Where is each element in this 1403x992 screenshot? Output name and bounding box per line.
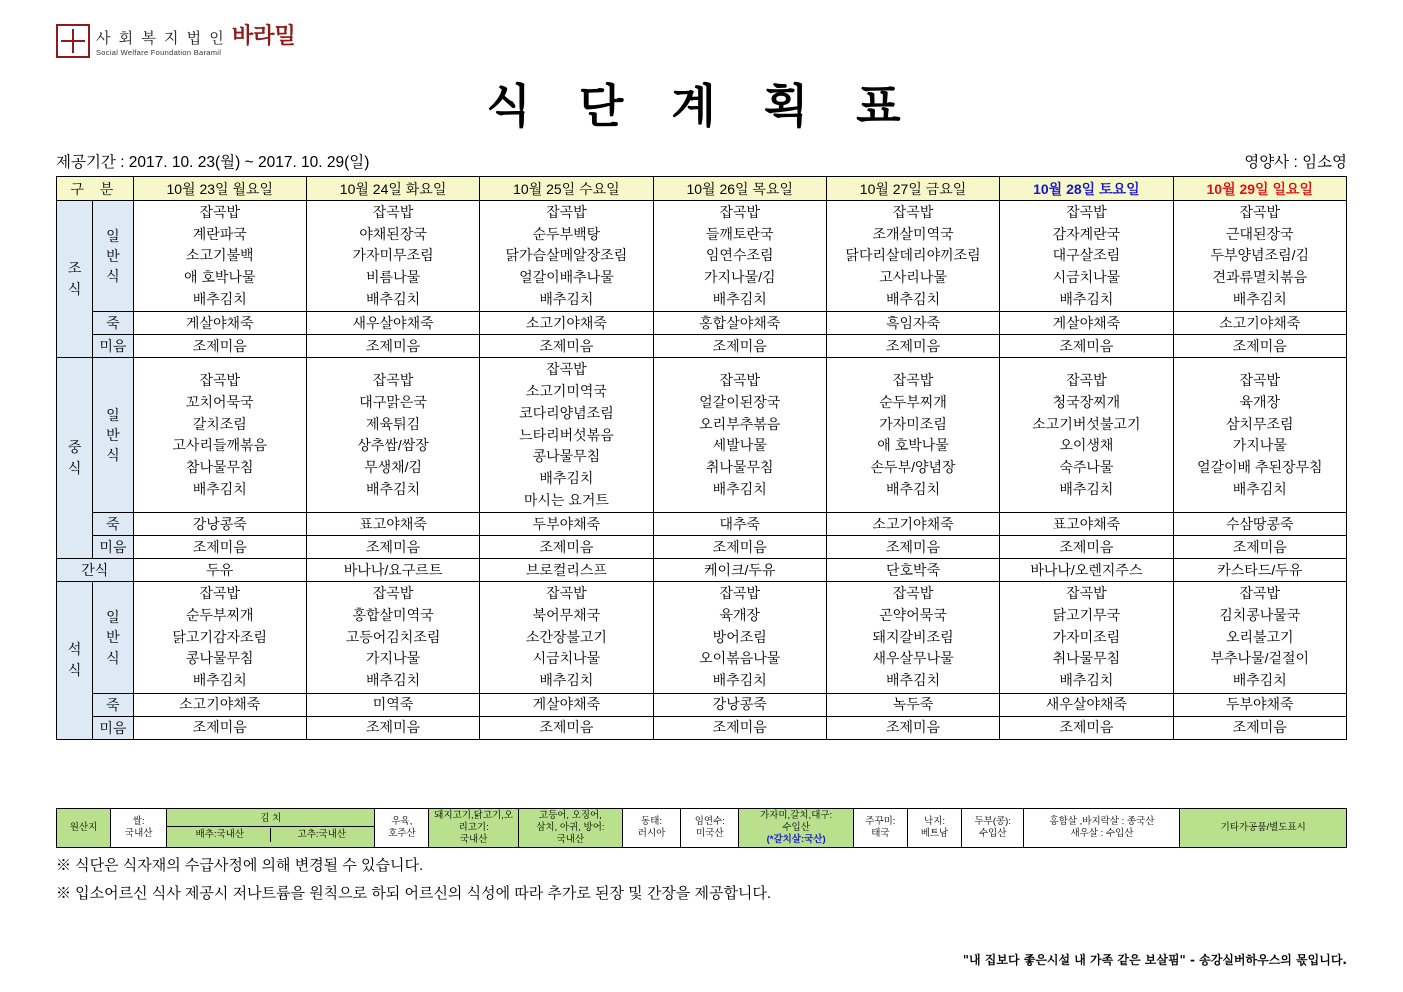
dish-item: 임연수조림 bbox=[705, 247, 774, 264]
dish-item: 잡곡밥 bbox=[372, 585, 414, 602]
dish-item: 잡곡밥 bbox=[1239, 585, 1281, 602]
row-label: 죽 bbox=[93, 312, 133, 335]
dish-item: 잡곡밥 bbox=[719, 372, 761, 389]
origin-line: 가자미,갈치,대구: bbox=[760, 810, 833, 821]
row-label: 죽 bbox=[93, 693, 133, 716]
page-title: 식 단 계 획 표 bbox=[486, 79, 917, 133]
menu-cell bbox=[653, 201, 826, 312]
dish-item: 잡곡밥 bbox=[372, 372, 414, 389]
origin-item-9 bbox=[853, 809, 907, 848]
menu-cell: 새우살야채죽 bbox=[1000, 693, 1173, 716]
dish-item: 얼갈이배추나물 bbox=[519, 269, 614, 286]
dish-item: 닭다리살데리야끼조림 bbox=[845, 247, 981, 264]
dish-item: 소간장불고기 bbox=[525, 628, 607, 645]
origin-line: 임연수: bbox=[694, 815, 725, 827]
dish-item: 소고기버섯불고기 bbox=[1032, 415, 1141, 432]
menu-cell bbox=[1000, 201, 1173, 312]
dish-item: 순두부찌개 bbox=[879, 393, 947, 410]
logo-en-name: Social Welfare Foundation Baramil bbox=[96, 48, 222, 58]
column-header-day-1: 10월 23일 월요일 bbox=[133, 177, 306, 201]
dish-item: 두부양념조림/김 bbox=[1210, 247, 1310, 264]
menu-cell bbox=[826, 582, 999, 693]
dish-item: 순두부찌개 bbox=[185, 606, 254, 623]
row-label: 미음 bbox=[93, 536, 133, 559]
dish-item: 오이볶음나물 bbox=[699, 650, 781, 667]
menu-plan-table bbox=[56, 176, 1347, 740]
menu-cell bbox=[133, 358, 306, 513]
menu-cell: 조제미음 bbox=[306, 716, 479, 739]
dish-item: 잡곡밥 bbox=[719, 204, 761, 220]
dish-item: 가자미조림 bbox=[1052, 628, 1121, 645]
dish-item: 오이생채 bbox=[1059, 437, 1114, 454]
menu-cell: 새우살야채죽 bbox=[306, 312, 479, 335]
menu-cell: 두부야채죽 bbox=[1173, 693, 1346, 716]
dish-item: 닭가슴살메알장조림 bbox=[505, 247, 628, 264]
logo-brand: 바라밀 bbox=[231, 24, 296, 50]
menu-cell: 조제미음 bbox=[826, 536, 999, 559]
menu-cell: 조제미음 bbox=[133, 536, 306, 559]
dish-item: 비름나물 bbox=[366, 269, 421, 286]
dish-item: 북어무채국 bbox=[532, 606, 601, 623]
dish-item: 배추김치 bbox=[539, 469, 594, 486]
origin-line: 태국 bbox=[871, 827, 890, 839]
footer-slogan: "내 집보다 좋은시설 내 가족 같은 보살핌" - 송강실버하우스의 몫입니다. bbox=[962, 953, 1347, 967]
dish-item: 가지나물 bbox=[1232, 437, 1287, 454]
table-row bbox=[57, 559, 1347, 582]
menu-cell: 조제미음 bbox=[133, 335, 306, 358]
dish-item: 홍합살미역국 bbox=[352, 606, 434, 623]
origin-line: 베트남 bbox=[920, 827, 949, 839]
menu-cell: 조제미음 bbox=[653, 335, 826, 358]
dish-item: 잡곡밥 bbox=[1066, 372, 1107, 389]
dish-item: 잡곡밥 bbox=[1239, 204, 1281, 220]
dish-item: 청국장찌개 bbox=[1052, 393, 1121, 410]
column-header-day-2: 10월 24일 화요일 bbox=[306, 177, 479, 201]
menu-cell: 조제미음 bbox=[1000, 716, 1173, 739]
dish-item: 배추김치 bbox=[886, 672, 941, 688]
meal-group-label-4: 석 식 bbox=[57, 582, 93, 739]
origin-item-1 bbox=[111, 809, 167, 848]
dish-item: 상추쌈/쌈장 bbox=[357, 437, 429, 454]
dish-item: 시금치나물 bbox=[532, 650, 601, 667]
origin-of-ingredients bbox=[56, 808, 1347, 846]
dish-item: 김치콩나물국 bbox=[1219, 606, 1301, 623]
menu-cell: 강낭콩죽 bbox=[133, 513, 306, 536]
dish-item: 조개살미역국 bbox=[872, 225, 954, 242]
origin-item-3 bbox=[375, 809, 429, 848]
menu-cell bbox=[480, 201, 653, 312]
organization-logo bbox=[56, 24, 296, 58]
origin-item-title: 김 치 bbox=[167, 812, 374, 827]
origin-subitem: 고추:국내산 bbox=[270, 828, 372, 842]
table-row bbox=[57, 358, 1347, 513]
dish-item: 배추김치 bbox=[1059, 290, 1114, 307]
row-label: 일 반 식 bbox=[93, 582, 133, 693]
column-header-day-6: 10월 28일 토요일 bbox=[1000, 177, 1173, 201]
origin-line: 미국산 bbox=[696, 827, 724, 839]
menu-cell: 두부야채죽 bbox=[480, 513, 653, 536]
dish-item: 근대된장국 bbox=[1225, 225, 1294, 242]
menu-cell: 강낭콩죽 bbox=[653, 693, 826, 716]
origin-line: 기타가공품/별도표시 bbox=[1220, 821, 1306, 833]
dish-item: 가자미무조림 bbox=[352, 247, 434, 264]
menu-cell: 소고기야채죽 bbox=[133, 693, 306, 716]
dish-item: 야채된장국 bbox=[359, 225, 427, 242]
dish-item: 소고기불백 bbox=[185, 247, 254, 264]
dish-item: 잡곡밥 bbox=[199, 204, 241, 220]
meal-group-label-2: 중 식 bbox=[57, 358, 93, 559]
table-row bbox=[57, 312, 1347, 335]
service-period: 제공기간 : 2017. 10. 23(월) ~ 2017. 10. 29(일) bbox=[56, 154, 370, 171]
dish-item: 잡곡밥 bbox=[199, 585, 241, 602]
dish-item: 돼지갈비조림 bbox=[872, 628, 954, 645]
dish-item: 잡곡밥 bbox=[892, 204, 934, 220]
menu-cell: 바나나/요구르트 bbox=[306, 559, 479, 582]
origin-item-8 bbox=[739, 809, 853, 848]
menu-cell bbox=[1173, 201, 1346, 312]
menu-cell: 수삼땅콩죽 bbox=[1173, 513, 1346, 536]
dish-item: 잡곡밥 bbox=[199, 372, 241, 389]
dish-item: 잡곡밥 bbox=[372, 204, 414, 220]
meal-group-label-1: 조 식 bbox=[57, 201, 93, 358]
origin-line: 러시아 bbox=[637, 827, 666, 839]
menu-cell bbox=[133, 201, 306, 312]
menu-cell bbox=[306, 201, 479, 312]
dietitian-name: 영양사 : 임소영 bbox=[1244, 154, 1347, 171]
origin-line: 동태: bbox=[641, 815, 663, 827]
dish-item: 배추김치 bbox=[886, 290, 941, 307]
menu-cell: 조제미음 bbox=[133, 716, 306, 739]
dish-item: 느타리버섯볶음 bbox=[519, 426, 614, 443]
dish-item: 잡곡밥 bbox=[892, 585, 934, 602]
menu-cell: 녹두죽 bbox=[826, 693, 999, 716]
menu-cell: 바나나/오렌지주스 bbox=[1000, 559, 1173, 582]
menu-cell bbox=[306, 582, 479, 693]
menu-cell: 조제미음 bbox=[826, 716, 999, 739]
menu-cell bbox=[826, 201, 999, 312]
origin-line: 국내산 bbox=[124, 827, 153, 839]
dish-item: 배추김치 bbox=[366, 290, 421, 307]
dish-item: 배추김치 bbox=[712, 290, 767, 307]
dish-item: 삼치무조림 bbox=[1225, 415, 1294, 432]
origin-line: 쌀: bbox=[132, 815, 145, 827]
menu-cell bbox=[1000, 358, 1173, 513]
dish-item: 배추김치 bbox=[1232, 672, 1287, 688]
origin-line: 돼지고기,닭고기,오리고기: bbox=[434, 810, 513, 833]
origin-line: 호주산 bbox=[388, 827, 416, 839]
row-label: 죽 bbox=[93, 513, 133, 536]
dish-item: 곤약어묵국 bbox=[879, 606, 947, 623]
table-row bbox=[57, 716, 1347, 739]
menu-cell: 조제미음 bbox=[1000, 335, 1173, 358]
row-label: 일 반 식 bbox=[93, 201, 133, 312]
dish-item: 배추김치 bbox=[366, 480, 421, 497]
cross-in-square-icon bbox=[56, 24, 90, 58]
dish-item: 코다리양념조림 bbox=[519, 404, 614, 421]
column-header-day-7: 10월 29일 일요일 bbox=[1173, 177, 1346, 201]
dish-item: 순두부백탕 bbox=[532, 225, 601, 242]
table-row bbox=[57, 335, 1347, 358]
dish-item: 잡곡밥 bbox=[546, 361, 587, 378]
row-label: 미음 bbox=[93, 335, 133, 358]
origin-line: 주꾸미: bbox=[865, 815, 896, 827]
dish-item: 숙주나물 bbox=[1059, 459, 1114, 476]
origin-item-13 bbox=[1180, 809, 1347, 848]
dish-item: 계란파국 bbox=[192, 225, 247, 242]
origin-subitem: 배추:국내산 bbox=[195, 829, 245, 841]
dish-item: 배추김치 bbox=[1232, 290, 1287, 307]
row-label: 미음 bbox=[93, 716, 133, 739]
dish-item: 참나물무침 bbox=[185, 459, 254, 476]
menu-cell: 대추죽 bbox=[653, 513, 826, 536]
table-row bbox=[57, 693, 1347, 716]
menu-cell: 조제미음 bbox=[1173, 335, 1346, 358]
dish-item: 잡곡밥 bbox=[546, 585, 587, 602]
dish-item: 감자계란국 bbox=[1052, 225, 1121, 242]
dish-item: 배추김치 bbox=[1059, 480, 1114, 497]
dish-item: 방어조림 bbox=[712, 628, 767, 645]
dish-item: 손두부/양념장 bbox=[870, 459, 956, 476]
column-header-day-3: 10월 25일 수요일 bbox=[480, 177, 653, 201]
origin-line: 홍합살 ,바지락살 : 종국산 bbox=[1049, 815, 1155, 827]
dish-item: 배추김치 bbox=[886, 480, 941, 497]
menu-cell: 표고야채죽 bbox=[1000, 513, 1173, 536]
origin-line: 수입산 bbox=[782, 821, 810, 833]
dish-item: 소고기미역국 bbox=[525, 383, 607, 400]
menu-cell: 조제미음 bbox=[1173, 716, 1346, 739]
origin-item-10 bbox=[907, 809, 961, 848]
menu-cell: 조제미음 bbox=[480, 716, 653, 739]
menu-cell: 조제미음 bbox=[306, 335, 479, 358]
dish-item: 제육튀김 bbox=[366, 415, 421, 432]
menu-cell: 소고기야채죽 bbox=[1173, 312, 1346, 335]
dish-item: 가자미조림 bbox=[879, 415, 947, 432]
dish-item: 잡곡밥 bbox=[1066, 585, 1107, 602]
table-row bbox=[57, 201, 1347, 312]
dish-item: 배추김치 bbox=[192, 480, 247, 497]
menu-cell bbox=[1173, 358, 1346, 513]
dish-item: 고사리들깨볶음 bbox=[172, 437, 268, 454]
dish-item: 새우살무나물 bbox=[872, 650, 954, 667]
menu-cell: 단호박죽 bbox=[826, 559, 999, 582]
table-corner-label: 구 분 bbox=[57, 177, 134, 201]
meta-row bbox=[56, 150, 1347, 172]
dish-item: 배추김치 bbox=[712, 480, 767, 497]
dish-item: 배추김치 bbox=[192, 672, 247, 688]
menu-cell bbox=[826, 358, 999, 513]
logo-kr-prefix: 사 회 복 지 법 인 bbox=[96, 30, 226, 48]
origin-line: 국내산 bbox=[459, 833, 488, 845]
origin-item-4 bbox=[429, 809, 518, 848]
dish-item: 고등어김치조림 bbox=[345, 628, 441, 645]
origin-line: (*갈치살:국산) bbox=[766, 833, 826, 845]
menu-cell: 조제미음 bbox=[306, 536, 479, 559]
row-label: 간식 bbox=[57, 559, 134, 582]
dish-item: 잡곡밥 bbox=[719, 585, 761, 602]
dish-item: 시금치나물 bbox=[1052, 269, 1121, 286]
menu-cell: 조제미음 bbox=[1173, 536, 1346, 559]
menu-cell: 브로컬리스프 bbox=[480, 559, 653, 582]
dish-item: 배추김치 bbox=[539, 290, 594, 307]
origin-line: 우육, bbox=[391, 815, 413, 827]
dish-item: 얼갈이배 추된장무침 bbox=[1196, 459, 1323, 476]
menu-cell: 조제미음 bbox=[480, 335, 653, 358]
dish-item: 잡곡밥 bbox=[892, 372, 934, 389]
dish-item: 꼬치어묵국 bbox=[185, 393, 254, 410]
menu-cell: 조제미음 bbox=[653, 716, 826, 739]
origin-item-6 bbox=[622, 809, 680, 848]
menu-cell bbox=[1173, 582, 1346, 693]
dish-item: 배추김치 bbox=[712, 672, 767, 688]
origin-item-12 bbox=[1024, 809, 1180, 848]
dish-item: 대구살조림 bbox=[1052, 247, 1121, 264]
dish-item: 배추김치 bbox=[366, 672, 421, 688]
dish-item: 배추김치 bbox=[1232, 480, 1287, 497]
menu-cell: 조제미음 bbox=[480, 536, 653, 559]
menu-cell bbox=[1000, 582, 1173, 693]
dish-item: 배추김치 bbox=[539, 672, 594, 688]
footnote-2: ※ 입소어르신 식사 제공시 저나트륨을 원칙으로 하되 어르신의 식성에 따라 추가로 된장 및 간장을 제공합니다. bbox=[56, 884, 772, 902]
menu-cell: 카스타드/두유 bbox=[1173, 559, 1346, 582]
menu-cell: 게살야채죽 bbox=[480, 693, 653, 716]
dish-item: 얼갈이된장국 bbox=[699, 393, 781, 410]
menu-cell: 흑임자죽 bbox=[826, 312, 999, 335]
dish-item: 무생채/김 bbox=[364, 459, 423, 476]
menu-cell: 조제미음 bbox=[653, 536, 826, 559]
dish-item: 갈치조림 bbox=[192, 415, 247, 432]
dish-item: 오리부추볶음 bbox=[699, 415, 781, 432]
menu-cell bbox=[480, 582, 653, 693]
origin-line: 새우살 : 수입산 bbox=[1070, 827, 1134, 839]
menu-cell: 두유 bbox=[133, 559, 306, 582]
menu-cell: 게살야채죽 bbox=[133, 312, 306, 335]
menu-cell bbox=[653, 582, 826, 693]
column-header-day-4: 10월 26일 목요일 bbox=[653, 177, 826, 201]
origin-line: 두부(콩): bbox=[974, 815, 1011, 827]
dish-item: 취나물무침 bbox=[705, 459, 774, 476]
footnote-1: ※ 식단은 식자재의 수급사정에 의해 변경될 수 있습니다. bbox=[56, 857, 424, 874]
dish-item: 가지나물/김 bbox=[703, 269, 776, 286]
dish-item: 오리불고기 bbox=[1225, 628, 1294, 645]
dish-item: 고사리나물 bbox=[879, 269, 947, 286]
dish-item: 견과류멸치볶음 bbox=[1212, 269, 1308, 286]
dish-item: 애 호박나물 bbox=[183, 269, 256, 286]
menu-cell: 조제미음 bbox=[826, 335, 999, 358]
menu-cell: 표고야채죽 bbox=[306, 513, 479, 536]
table-row bbox=[57, 513, 1347, 536]
origin-item-7 bbox=[681, 809, 739, 848]
dish-item: 들깨토란국 bbox=[705, 225, 774, 242]
menu-cell bbox=[653, 358, 826, 513]
dish-item: 잡곡밥 bbox=[1066, 204, 1107, 220]
dish-item: 육개장 bbox=[1239, 393, 1281, 410]
menu-cell bbox=[306, 358, 479, 513]
origin-line: 낙지: bbox=[923, 815, 945, 827]
dish-item: 육개장 bbox=[719, 606, 761, 623]
dish-item: 콩나물무침 bbox=[532, 448, 601, 465]
menu-cell: 조제미음 bbox=[1000, 536, 1173, 559]
menu-cell: 소고기야채죽 bbox=[826, 513, 999, 536]
column-header-day-5: 10월 27일 금요일 bbox=[826, 177, 999, 201]
dish-item: 대구맑은국 bbox=[359, 393, 427, 410]
origin-line: 삼치, 아귀, 방어: bbox=[536, 821, 605, 833]
dish-item: 배추김치 bbox=[1059, 672, 1114, 688]
dish-item: 콩나물무침 bbox=[185, 650, 254, 667]
dish-item: 가지나물 bbox=[366, 650, 421, 667]
dish-item: 세발나물 bbox=[712, 437, 767, 454]
dish-item: 애 호박나물 bbox=[877, 437, 949, 454]
dish-item: 취나물무침 bbox=[1052, 650, 1121, 667]
footnotes bbox=[56, 852, 771, 908]
origin-item-2 bbox=[167, 809, 375, 848]
dish-item: 잡곡밥 bbox=[546, 204, 587, 220]
table-row bbox=[57, 582, 1347, 693]
menu-cell: 소고기야채죽 bbox=[480, 312, 653, 335]
origin-item-11 bbox=[962, 809, 1024, 848]
menu-cell: 케이크/두유 bbox=[653, 559, 826, 582]
table-row bbox=[57, 536, 1347, 559]
menu-cell: 홍합살야채죽 bbox=[653, 312, 826, 335]
dish-item: 닭고기감자조림 bbox=[172, 628, 268, 645]
dish-item: 부추나물/겉절이 bbox=[1210, 650, 1310, 667]
dish-item: 마시는 요거트 bbox=[523, 491, 609, 508]
menu-cell bbox=[133, 582, 306, 693]
dish-item: 잡곡밥 bbox=[1239, 372, 1281, 389]
menu-cell: 미역죽 bbox=[306, 693, 479, 716]
row-label: 일 반 식 bbox=[93, 358, 133, 513]
menu-cell bbox=[480, 358, 653, 513]
origin-line: 수입산 bbox=[978, 827, 1007, 839]
dish-item: 닭고기무국 bbox=[1052, 606, 1121, 623]
menu-cell: 게살야채죽 bbox=[1000, 312, 1173, 335]
origin-line: 국내산 bbox=[556, 833, 585, 845]
dish-item: 배추김치 bbox=[192, 290, 247, 307]
origin-line: 고등어, 오징어, bbox=[538, 810, 602, 821]
origin-title: 원산지 bbox=[57, 809, 111, 848]
origin-item-5 bbox=[518, 809, 622, 848]
